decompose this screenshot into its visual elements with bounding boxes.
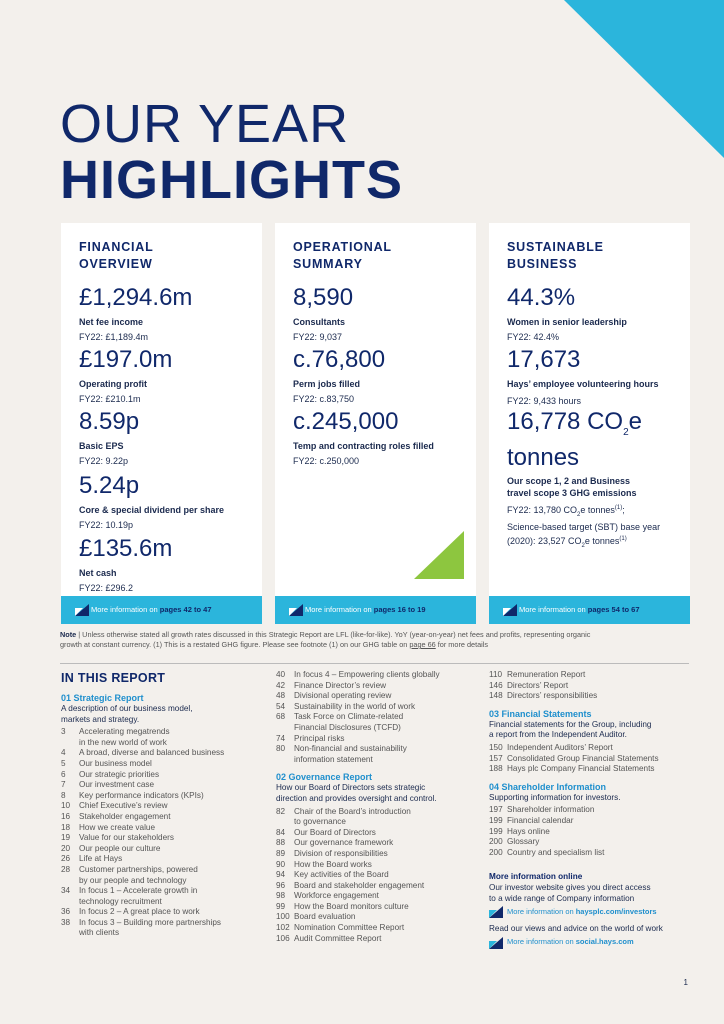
online-title: More information online	[489, 872, 583, 882]
metric-net-cash: £135.6m Net cash FY22: £296.2	[79, 535, 173, 593]
card-heading: FINANCIAL OVERVIEW	[79, 240, 154, 271]
toc-item[interactable]: 89 Division of responsibilities	[276, 848, 388, 858]
page-number: 1	[683, 978, 688, 987]
toc-item[interactable]: 88 Our governance framework	[276, 838, 394, 848]
toc-item[interactable]: 16 Stakeholder engagement	[61, 811, 171, 821]
social-link[interactable]: More information on social.hays.com	[489, 937, 699, 949]
toc-item[interactable]: 42 Finance Director’s review	[276, 680, 387, 690]
toc-item[interactable]: 8 Key performance indicators (KPIs)	[61, 790, 204, 800]
metric-ghg-emissions: 16,778 $CO_2e$ tonnes Our scope 1, 2 and Business travel scope 3 GHG emissions FY22: 13,780 $CO_2e$ tonnes$^{(1)}$; Science-based target (SBT) base year (2020): 23,527 $CO_2e$ tonnes$^{(1)}$	[507, 408, 661, 549]
toc-item[interactable]: 106 Audit Committee Report	[276, 933, 382, 943]
toc-item[interactable]: 74 Principal risks	[276, 733, 345, 743]
more-info-link-financial[interactable]: More information on pages 42 to 47	[61, 596, 262, 624]
toc-section-desc: A description of our business model, markets and strategy.	[61, 704, 193, 724]
card-heading: SUSTAINABLE BUSINESS	[507, 240, 604, 271]
metric-basic-eps: 8.59p Basic EPS FY22: 9.22p	[79, 408, 140, 466]
toc-item[interactable]: 102 Nomination Committee Report	[276, 923, 405, 933]
footnote: Note | Unless otherwise stated all growth rates discussed in this Strategic Report are LFL (like-for-like). YoY (year-on-year) net fees and profits, representing organic growth at constant currency. (1) This is a restated GHG figure. Please see footnote (1) on our GHG table on page 66 for more details	[60, 630, 591, 649]
metric-net-fee-income: £1,294.6m Net fee income FY22: £1,189.4m	[79, 284, 193, 342]
toc-item[interactable]: 38 In focus 3 – Building more partnerships with clients	[61, 917, 221, 938]
toc-item[interactable]: 150 Independent Auditors’ Report	[489, 742, 613, 752]
toc-item[interactable]: 34 In focus 1 – Accelerate growth in technology recruitment	[61, 886, 198, 906]
toc-item[interactable]: 3 Accelerating megatrends in the new world of work	[61, 727, 170, 747]
toc-item[interactable]: 148 Directors’ responsibilities	[489, 691, 598, 701]
hero-title	[60, 96, 403, 208]
card-sustainable-business	[489, 223, 690, 596]
toc-column-2: 40 In focus 4 – Empowering clients globally 42 Finance Director’s review 48 Divisional operating review 54 Sustainability in the world of work 68 Task Force on Climate-related Financial Disclosures (TCFD) 74 Principal risks 80 Non-financial and sustainability information statement 02 Governance Report How our Board of Directors sets strategic direction and provides oversight and control. 82 Chair of the Board’s introduction to governance 84 Our Board of Directors 88 Our governance framework 89 Division of responsibilities 90 How the Board works 94 Key activities of the Board 96 Board and stakeholder engagement 98 Workforce engagement 99 How the Board monitors culture 100 Board evaluation 102 Nomination Committee Report 106 Audit Committee Report	[276, 670, 481, 944]
toc-item[interactable]: 200 Glossary	[489, 837, 540, 847]
toc-section-governance[interactable]: 02 Governance Report	[276, 772, 373, 783]
green-triangle-decoration	[414, 531, 464, 579]
toc-item[interactable]: 6 Our strategic priorities	[61, 769, 160, 779]
toc-item[interactable]: 26 Life at Hays	[61, 854, 123, 864]
toc-title: IN THIS REPORT	[61, 671, 166, 685]
toc-item[interactable]: 28 Customer partnerships, powered by our people and technology	[61, 864, 198, 885]
toc-item[interactable]: 18 How we create value	[61, 822, 155, 832]
metric-temp-roles: c.245,000 Temp and contracting roles filled FY22: c.250,000	[293, 408, 434, 466]
toc-item[interactable]: 4 A broad, diverse and balanced business	[61, 748, 225, 758]
corner-triangle-decoration	[564, 0, 724, 160]
divider	[60, 663, 689, 664]
toc-section-financial[interactable]: 03 Financial Statements	[489, 708, 592, 719]
arrow-icon	[503, 604, 517, 616]
toc-item[interactable]: 68 Task Force on Climate-related Financial Disclosures (TCFD)	[276, 712, 404, 732]
metric-consultants: 8,590 Consultants FY22: 9,037	[293, 284, 354, 342]
toc-item[interactable]: 10 Chief Executive’s review	[61, 801, 168, 811]
toc-item[interactable]: 94 Key activities of the Board	[276, 870, 389, 880]
investors-link[interactable]: More information on haysplc.com/investors	[489, 906, 699, 918]
metric-women-leadership: 44.3% Women in senior leadership FY22: 42.4%	[507, 284, 627, 342]
toc-item[interactable]: 82 Chair of the Board’s introduction to governance	[276, 806, 411, 827]
arrow-icon	[489, 906, 503, 918]
toc-item[interactable]: 7 Our investment case	[61, 780, 155, 790]
toc-item[interactable]: 20 Our people our culture	[61, 843, 161, 853]
toc-item[interactable]: 100 Board evaluation	[276, 912, 356, 922]
metric-volunteering: 17,673 Hays’ employee volunteering hours FY22: 9,433 hours	[507, 346, 659, 406]
toc-item[interactable]: 146 Directors’ Report	[489, 680, 569, 690]
toc-item[interactable]: 98 Workforce engagement	[276, 891, 379, 901]
arrow-icon	[289, 604, 303, 616]
toc-item[interactable]: 199 Financial calendar	[489, 815, 574, 825]
toc-item[interactable]: 110 Remuneration Report	[489, 670, 586, 679]
toc-column-3: 110 Remuneration Report 146 Directors’ Report 148 Directors’ responsibilities 03 Financial Statements Financial statements for the Group, including a report from the Independent Auditor. 150 Independent Auditors’ Report 157 Consolidated Group Financial Statements 188 Hays plc Company Financial Statements 04 Shareholder Information Supporting information for investors. 197 Shareholder information 199 Financial calendar 199 Hays online 200 Glossary 200 Country and specialism list More information online Our investor website gives you direct access to a wide range of Company information More information on haysplc.com/investors Read our views and advice on the world of work More information on social.hays.com	[489, 670, 699, 949]
metric-perm-jobs: c.76,800 Perm jobs filled FY22: c.83,750	[293, 346, 386, 404]
toc-item[interactable]: 84 Our Board of Directors	[276, 827, 376, 837]
toc-item[interactable]: 199 Hays online	[489, 826, 550, 836]
arrow-icon	[489, 937, 503, 949]
toc-item[interactable]: 54 Sustainability in the world of work	[276, 701, 416, 711]
toc-item[interactable]: 36 In focus 2 – A great place to work	[61, 907, 200, 917]
toc-section-strategic[interactable]: 01 Strategic Report	[61, 693, 144, 703]
metric-dividend: 5.24p Core & special dividend per share FY22: 10.19p	[79, 472, 225, 530]
toc-item[interactable]: 48 Divisional operating review	[276, 691, 392, 701]
toc-item[interactable]: 90 How the Board works	[276, 859, 372, 869]
toc-item[interactable]: 80 Non-financial and sustainability information statement	[276, 744, 407, 764]
metric-operating-profit: £197.0m Operating profit FY22: £210.1m	[79, 346, 173, 404]
card-financial-overview	[61, 223, 262, 596]
toc-item[interactable]: 157 Consolidated Group Financial Statements	[489, 753, 659, 763]
toc-item[interactable]: 99 How the Board monitors culture	[276, 901, 409, 911]
card-heading: OPERATIONAL SUMMARY	[293, 240, 392, 271]
toc-item[interactable]: 5 Our business model	[61, 758, 152, 768]
toc-item[interactable]: 96 Board and stakeholder engagement	[276, 880, 425, 890]
hero-line-1: OUR YEAR	[60, 94, 350, 154]
arrow-icon	[75, 604, 89, 616]
toc-item[interactable]: 200 Country and specialism list	[489, 847, 605, 857]
toc-item[interactable]: 40 In focus 4 – Empowering clients globally	[276, 670, 440, 679]
page-66-link[interactable]: page 66	[409, 640, 436, 649]
hero-line-2: HIGHLIGHTS	[60, 150, 403, 210]
more-info-link-sustainable[interactable]: More information on pages 54 to 67	[489, 596, 690, 624]
toc-column-1	[61, 670, 266, 939]
toc-item[interactable]: 188 Hays plc Company Financial Statements	[489, 764, 655, 774]
toc-item[interactable]: 19 Value for our stakeholders	[61, 833, 174, 843]
toc-section-shareholder[interactable]: 04 Shareholder Information	[489, 781, 607, 792]
toc-item[interactable]: 197 Shareholder information	[489, 805, 595, 815]
more-info-link-operational[interactable]: More information on pages 16 to 19	[275, 596, 476, 624]
card-operational-summary	[275, 223, 476, 596]
